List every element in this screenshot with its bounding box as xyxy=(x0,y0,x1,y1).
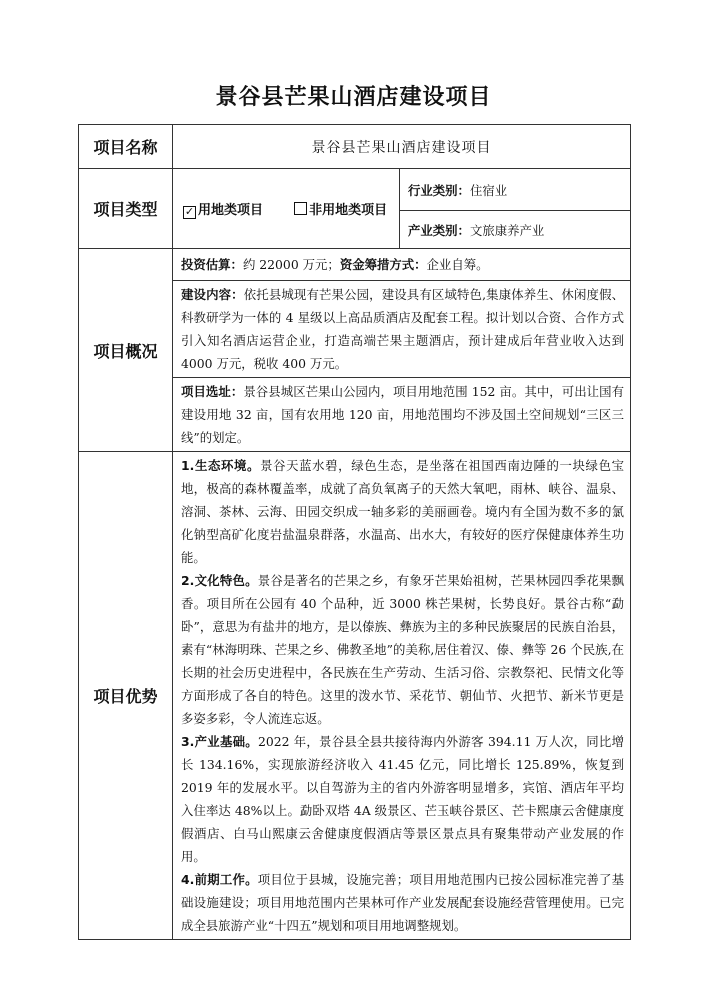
investment-label: 投资估算： xyxy=(181,257,243,272)
document-title: 景谷县芒果山酒店建设项目 xyxy=(215,85,492,110)
investment-value: 约 22000 万元； xyxy=(242,257,340,272)
advantages-content xyxy=(173,452,631,940)
advantage-item xyxy=(181,454,624,569)
investment-row xyxy=(173,249,631,281)
site-label: 项目选址： xyxy=(181,384,244,399)
sector-value: 文旅康养产业 xyxy=(469,222,545,238)
label-overview: 项目概况 xyxy=(79,249,173,452)
advantage-heading: 4.前期工作。 xyxy=(181,872,258,887)
project-table xyxy=(78,124,631,940)
advantage-item xyxy=(181,569,624,730)
project-name-value: 景谷县芒果山酒店建设项目 xyxy=(173,125,631,169)
advantage-text: 景谷天蓝水碧，绿色生态，是坐落在祖国西南边陲的一块绿色宝地，极高的森林覆盖率，成就了高负氧离子的天然大氧吧，雨林、峡谷、温泉、溶洞、茶林、云海、田园交织成一轴多彩的美丽画卷。境内有全国为数不多的氯化钠型高矿化度岩盐温泉群落，水温高、出水大，有较好的医疗保健康体养生功能。 xyxy=(181,458,624,565)
advantage-text: 2022 年，景谷县全县共接待海内外游客 394.11 万人次，同比增长 134.16%，实现旅游经济收入 41.45 亿元，同比增长 125.89%，恢复到 2019 年的发展水平。以自驾游为主的省内外游客明显增多，宾馆、酒店年平均入住率达 48%以上。勐卧双塔 4A 级景区、芒玉峡谷景区、芒卡熙康云舍健康度假酒店、白马山熙康云舍健康度假酒店等景区景点具有聚集带动产业发展的作用。 xyxy=(181,734,624,864)
non-land-use-label: 非用地类项目 xyxy=(309,202,388,218)
advantage-text: 项目位于县城，设施完善；项目用地范围内已按公园标准完善了基础设施建设；项目用地范围内芒果林可作产业发展配套设施经营管理使用。已完成全县旅游产业“十四五”规划和项目用地调整规划。 xyxy=(181,872,624,933)
checkbox-land-use[interactable]: ✓ xyxy=(184,204,195,218)
label-project-type: 项目类型 xyxy=(79,169,173,249)
advantage-heading: 2.文化特色。 xyxy=(181,573,258,588)
advantage-text: 景谷是著名的芒果之乡，有象牙芒果始祖树，芒果林园四季花果飘香。项目所在公园有 40 个品种，近 3000 株芒果树，长势良好。景谷古称“勐卧”，意思为有盐井的地方，是以傣族、彝族为主的多种民族聚居的民族自治县，素有“林海明珠、芒果之乡、佛教圣地”的美称,居住着汉、傣、彝等 26 个民族,在长期的社会历史进程中，各民族在生产劳动、生活习俗、宗教祭祀、民情文化等方面形成了各自的特色。这里的泼水节、采花节、朝仙节、火把节、新米节更是多姿多彩，令人流连忘返。 xyxy=(181,573,624,726)
construction-content xyxy=(173,281,631,378)
advantage-heading: 1.生态环境。 xyxy=(181,458,261,473)
project-type-options xyxy=(173,169,400,249)
funding-value: 企业自筹。 xyxy=(426,257,489,272)
project-site xyxy=(173,378,631,452)
checkbox-non-land-use[interactable] xyxy=(294,202,307,215)
sector-category xyxy=(400,211,631,249)
label-project-name: 项目名称 xyxy=(79,125,173,169)
industry-value: 住宿业 xyxy=(469,182,508,198)
industry-category xyxy=(400,169,631,211)
industry-label: 行业类别： xyxy=(408,182,470,198)
site-text: 景谷县城区芒果山公园内，项目用地范围 152 亩。其中，可出让国有建设用地 32 亩，国有农用地 120 亩，用地范围均不涉及国土空间规划“三区三线”的划定。 xyxy=(181,384,625,445)
advantage-item xyxy=(181,730,624,868)
label-advantages: 项目优势 xyxy=(79,452,173,940)
advantage-item xyxy=(181,868,624,937)
sector-label: 产业类别： xyxy=(408,222,470,238)
funding-label: 资金筹措方式： xyxy=(339,257,427,272)
content-text: 依托县城现有芒果公园，建设具有区域特色,集康体养生、休闲度假、科教研学为一体的 4 星级以上高品质酒店及配套工程。拟计划以合资、合作方式引入知名酒店运营企业，打造高端芒果主题酒店，预计建成后年营业收入达到 4000 万元，税收 400 万元。 xyxy=(181,287,624,371)
land-use-label: 用地类项目 xyxy=(198,202,264,218)
advantage-heading: 3.产业基础。 xyxy=(181,734,258,749)
content-label: 建设内容： xyxy=(181,287,244,302)
